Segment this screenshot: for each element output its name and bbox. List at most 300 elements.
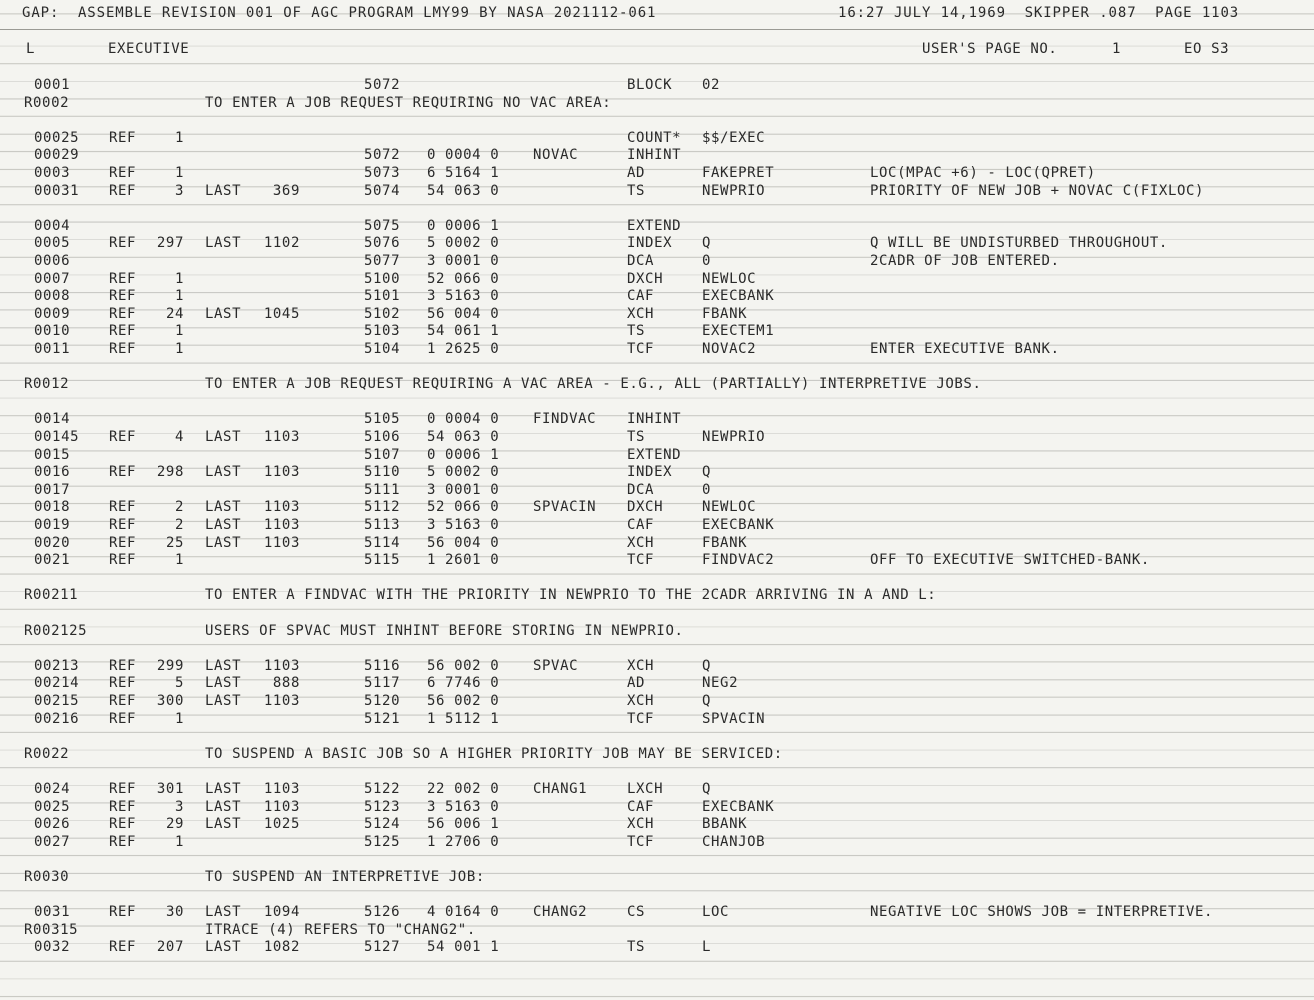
ref-keyword: REF xyxy=(109,129,137,146)
opcode: TS xyxy=(627,939,646,956)
octal-data: 0 0004 0 xyxy=(427,147,500,164)
opcode: DXCH xyxy=(627,270,664,287)
operand: NEWPRIO xyxy=(702,182,766,199)
octal-data: 3 0001 0 xyxy=(427,253,500,269)
ref-number: 3 xyxy=(174,798,184,815)
octal-data: 56 004 0 xyxy=(427,534,500,551)
opcode: AD xyxy=(627,675,646,692)
last-keyword: LAST xyxy=(205,464,242,481)
comment: NEGATIVE LOC SHOWS JOB = INTERPRETIVE. xyxy=(870,904,1214,921)
ref-keyword: REF xyxy=(109,517,137,533)
symbol-label: CHANG2 xyxy=(533,904,588,921)
ref-keyword: REF xyxy=(109,534,137,551)
last-keyword: LAST xyxy=(205,429,242,445)
code-row xyxy=(0,674,1314,692)
symbol-label: SPVACIN xyxy=(533,499,597,516)
line-number: 0014 xyxy=(34,411,71,428)
users-page-number: 1 xyxy=(1112,41,1122,57)
ref-keyword: REF xyxy=(109,710,137,727)
ref-keyword: REF xyxy=(109,499,137,516)
last-keyword: LAST xyxy=(205,182,242,199)
code-row xyxy=(0,234,1314,252)
line-number: 00145 xyxy=(34,429,80,445)
octal-data: 6 7746 0 xyxy=(427,675,500,692)
operand: EXECBANK xyxy=(702,288,775,305)
address: 5114 xyxy=(364,534,401,551)
last-number: 1103 xyxy=(263,657,300,674)
operand: NEWLOC xyxy=(702,499,757,516)
last-keyword: LAST xyxy=(205,781,242,797)
address: 5077 xyxy=(364,253,401,269)
ref-keyword: REF xyxy=(109,904,137,921)
code-row xyxy=(0,463,1314,481)
line-number: R0012 xyxy=(24,376,70,393)
octal-data: 52 066 0 xyxy=(427,270,500,287)
last-number: 1094 xyxy=(263,904,300,921)
octal-data: 1 2601 0 xyxy=(427,552,500,569)
symbol-label: CHANG1 xyxy=(533,781,588,797)
octal-data: 56 002 0 xyxy=(427,657,500,674)
symbol-label: FINDVAC xyxy=(533,411,597,428)
opcode: TCF xyxy=(627,552,655,569)
section-header xyxy=(0,40,1314,58)
address: 5102 xyxy=(364,305,401,322)
ref-keyword: REF xyxy=(109,833,137,850)
code-row xyxy=(0,76,1314,94)
code-row xyxy=(0,287,1314,305)
code-row xyxy=(0,428,1314,446)
last-number: 1103 xyxy=(263,534,300,551)
address: 5116 xyxy=(364,657,401,674)
address: 5124 xyxy=(364,816,401,833)
line-number: 0008 xyxy=(34,288,71,305)
octal-data: 3 5163 0 xyxy=(427,798,500,815)
last-number: 1103 xyxy=(263,517,300,533)
opcode: DCA xyxy=(627,253,655,269)
remark-text: USERS OF SPVAC MUST INHINT BEFORE STORING IN NEWPRIO. xyxy=(205,622,684,639)
remark-row xyxy=(0,94,1314,112)
line-number: 0021 xyxy=(34,552,71,569)
section-marker: L xyxy=(26,41,36,57)
octal-data: 56 006 1 xyxy=(427,816,500,833)
remark-row xyxy=(0,745,1314,763)
ref-number: 301 xyxy=(156,781,184,797)
opcode: INDEX xyxy=(627,235,673,252)
line-number: 0032 xyxy=(34,939,71,956)
ref-number: 5 xyxy=(174,675,184,692)
opcode: CAF xyxy=(627,517,655,533)
code-row xyxy=(0,446,1314,464)
address: 5121 xyxy=(364,710,401,727)
last-number: 1082 xyxy=(263,939,300,956)
ref-number: 1 xyxy=(174,129,184,146)
opcode: CS xyxy=(627,904,646,921)
line-number: 00213 xyxy=(34,657,80,674)
last-keyword: LAST xyxy=(205,499,242,516)
line-number: R0022 xyxy=(24,745,70,762)
octal-data: 56 002 0 xyxy=(427,693,500,709)
remark-row xyxy=(0,622,1314,640)
address: 5110 xyxy=(364,464,401,481)
line-number: 0005 xyxy=(34,235,71,252)
last-number: 1103 xyxy=(263,798,300,815)
octal-data: 0 0006 1 xyxy=(427,217,500,234)
comment: OFF TO EXECUTIVE SWITCHED-BANK. xyxy=(870,552,1150,569)
last-number: 1103 xyxy=(263,781,300,797)
opcode: TS xyxy=(627,323,646,340)
octal-data: 56 004 0 xyxy=(427,305,500,322)
ref-number: 1 xyxy=(174,341,184,357)
ref-keyword: REF xyxy=(109,675,137,692)
code-row xyxy=(0,270,1314,288)
line-number: R002125 xyxy=(24,622,88,639)
code-row xyxy=(0,938,1314,956)
ref-number: 24 xyxy=(165,305,184,322)
address: 5120 xyxy=(364,693,401,709)
address: 5104 xyxy=(364,341,401,357)
opcode: XCH xyxy=(627,693,655,709)
line-number: 0011 xyxy=(34,341,71,357)
octal-data: 52 066 0 xyxy=(427,499,500,516)
opcode: XCH xyxy=(627,305,655,322)
operand: NEWPRIO xyxy=(702,429,766,445)
code-row xyxy=(0,551,1314,569)
ref-keyword: REF xyxy=(109,165,137,181)
line-number: 0025 xyxy=(34,798,71,815)
ref-number: 30 xyxy=(165,904,184,921)
code-row xyxy=(0,217,1314,235)
address: 5117 xyxy=(364,675,401,692)
code-row xyxy=(0,498,1314,516)
operand: LOC xyxy=(702,904,730,921)
line-number: 00025 xyxy=(34,129,80,146)
address: 5075 xyxy=(364,217,401,234)
ref-keyword: REF xyxy=(109,816,137,833)
line-number: 0004 xyxy=(34,217,71,234)
last-keyword: LAST xyxy=(205,904,242,921)
address: 5101 xyxy=(364,288,401,305)
last-number: 1102 xyxy=(263,235,300,252)
remark-text: TO SUSPEND A BASIC JOB SO A HIGHER PRIORITY JOB MAY BE SERVICED: xyxy=(205,745,783,762)
ref-keyword: REF xyxy=(109,341,137,357)
line-number: 00215 xyxy=(34,693,80,709)
opcode: CAF xyxy=(627,288,655,305)
octal-data: 54 061 1 xyxy=(427,323,500,340)
section-code: EO S3 xyxy=(1184,41,1230,57)
opcode: XCH xyxy=(627,816,655,833)
octal-data: 3 5163 0 xyxy=(427,517,500,533)
comment: Q WILL BE UNDISTURBED THROUGHOUT. xyxy=(870,235,1168,252)
remark-row xyxy=(0,868,1314,886)
octal-data: 0 0004 0 xyxy=(427,411,500,428)
line-number: 00029 xyxy=(34,147,80,164)
line-number: 0026 xyxy=(34,816,71,833)
code-row xyxy=(0,481,1314,499)
comment: PRIORITY OF NEW JOB + NOVAC C(FIXLOC) xyxy=(870,182,1205,199)
code-row xyxy=(0,798,1314,816)
opcode: TCF xyxy=(627,833,655,850)
opcode: AD xyxy=(627,165,646,181)
address: 5113 xyxy=(364,517,401,533)
opcode: DCA xyxy=(627,481,655,498)
operand: Q xyxy=(702,781,712,797)
ref-number: 1 xyxy=(174,710,184,727)
remark-text: ITRACE (4) REFERS TO "CHANG2". xyxy=(205,921,476,938)
header-right: 16:27 JULY 14,1969 SKIPPER .087 PAGE 1103 xyxy=(838,5,1240,21)
address: 5112 xyxy=(364,499,401,516)
address: 5123 xyxy=(364,798,401,815)
operand: L xyxy=(702,939,712,956)
operand: Q xyxy=(702,235,712,252)
ref-number: 300 xyxy=(156,693,184,709)
ref-number: 299 xyxy=(156,657,184,674)
code-row xyxy=(0,534,1314,552)
section-title: EXECUTIVE xyxy=(108,41,190,57)
line-number: 0001 xyxy=(34,77,71,93)
ref-number: 3 xyxy=(174,182,184,199)
last-number: 1103 xyxy=(263,499,300,516)
line-number: 0017 xyxy=(34,481,71,498)
line-number: 0031 xyxy=(34,904,71,921)
line-number: 0024 xyxy=(34,781,71,797)
remark-text: TO SUSPEND AN INTERPRETIVE JOB: xyxy=(205,869,485,885)
code-row xyxy=(0,305,1314,323)
last-keyword: LAST xyxy=(205,798,242,815)
address: 5111 xyxy=(364,481,401,498)
ref-keyword: REF xyxy=(109,693,137,709)
line-number: 0020 xyxy=(34,534,71,551)
address: 5105 xyxy=(364,411,401,428)
opcode: XCH xyxy=(627,534,655,551)
last-keyword: LAST xyxy=(205,675,242,692)
opcode: XCH xyxy=(627,657,655,674)
octal-data: 54 063 0 xyxy=(427,182,500,199)
operand: NEG2 xyxy=(702,675,739,692)
ref-number: 298 xyxy=(156,464,184,481)
ref-keyword: REF xyxy=(109,305,137,322)
ref-number: 2 xyxy=(174,517,184,533)
code-row xyxy=(0,780,1314,798)
line-number: 0009 xyxy=(34,305,71,322)
ref-keyword: REF xyxy=(109,323,137,340)
operand: $$/EXEC xyxy=(702,129,766,146)
operand: Q xyxy=(702,693,712,709)
octal-data: 6 5164 1 xyxy=(427,165,500,181)
address: 5126 xyxy=(364,904,401,921)
line-number: 0015 xyxy=(34,446,71,463)
last-keyword: LAST xyxy=(205,517,242,533)
ref-number: 4 xyxy=(174,429,184,445)
users-page-label: USER'S PAGE NO. xyxy=(922,41,1058,57)
code-row xyxy=(0,815,1314,833)
ref-number: 2 xyxy=(174,499,184,516)
last-number: 1103 xyxy=(263,429,300,445)
operand: Q xyxy=(702,657,712,674)
comment: 2CADR OF JOB ENTERED. xyxy=(870,253,1060,269)
ref-keyword: REF xyxy=(109,288,137,305)
ref-number: 207 xyxy=(156,939,184,956)
line-number: R0030 xyxy=(24,869,70,885)
operand: FINDVAC2 xyxy=(702,552,775,569)
ref-number: 1 xyxy=(174,323,184,340)
line-number: 0007 xyxy=(34,270,71,287)
last-keyword: LAST xyxy=(205,305,242,322)
address: 5072 xyxy=(364,147,401,164)
last-keyword: LAST xyxy=(205,939,242,956)
last-number: 1045 xyxy=(263,305,300,322)
address: 5072 xyxy=(364,77,401,93)
operand: FBANK xyxy=(702,534,748,551)
line-number: 00031 xyxy=(34,182,80,199)
octal-data: 3 5163 0 xyxy=(427,288,500,305)
remark-text: TO ENTER A JOB REQUEST REQUIRING NO VAC AREA: xyxy=(205,94,612,111)
opcode: EXTEND xyxy=(627,446,682,463)
operand: FBANK xyxy=(702,305,748,322)
octal-data: 1 2625 0 xyxy=(427,341,500,357)
ref-number: 1 xyxy=(174,833,184,850)
ref-number: 1 xyxy=(174,552,184,569)
code-row xyxy=(0,833,1314,851)
last-number: 1103 xyxy=(263,693,300,709)
code-row xyxy=(0,516,1314,534)
ref-number: 297 xyxy=(156,235,184,252)
code-row xyxy=(0,146,1314,164)
code-row xyxy=(0,340,1314,358)
remark-row xyxy=(0,375,1314,393)
address: 5073 xyxy=(364,165,401,181)
address: 5122 xyxy=(364,781,401,797)
opcode: TS xyxy=(627,429,646,445)
last-number: 888 xyxy=(272,675,300,692)
octal-data: 0 0006 1 xyxy=(427,446,500,463)
octal-data: 5 0002 0 xyxy=(427,464,500,481)
code-row xyxy=(0,410,1314,428)
last-number: 1025 xyxy=(263,816,300,833)
ref-keyword: REF xyxy=(109,182,137,199)
header-left: GAP: ASSEMBLE REVISION 001 OF AGC PROGRAM LMY99 BY NASA 2021112-061 xyxy=(22,5,657,21)
remark-text: TO ENTER A JOB REQUEST REQUIRING A VAC AREA - E.G., ALL (PARTIALLY) INTERPRETIVE JOBS. xyxy=(205,376,982,393)
line-number: 0003 xyxy=(34,165,71,181)
address: 5127 xyxy=(364,939,401,956)
octal-data: 5 0002 0 xyxy=(427,235,500,252)
remark-row xyxy=(0,586,1314,604)
line-number: 00214 xyxy=(34,675,80,692)
operand: FAKEPRET xyxy=(702,165,775,181)
remark-row xyxy=(0,921,1314,939)
ref-keyword: REF xyxy=(109,552,137,569)
code-row xyxy=(0,182,1314,200)
header-rule xyxy=(0,29,1314,30)
opcode: INHINT xyxy=(627,411,682,428)
ref-keyword: REF xyxy=(109,939,137,956)
octal-data: 3 0001 0 xyxy=(427,481,500,498)
line-number: R00315 xyxy=(24,921,79,938)
operand: SPVACIN xyxy=(702,710,766,727)
operand: NOVAC2 xyxy=(702,341,757,357)
opcode: TS xyxy=(627,182,646,199)
line-number: R00211 xyxy=(24,587,79,604)
ref-keyword: REF xyxy=(109,270,137,287)
last-keyword: LAST xyxy=(205,693,242,709)
address: 5076 xyxy=(364,235,401,252)
last-number: 369 xyxy=(272,182,300,199)
last-keyword: LAST xyxy=(205,235,242,252)
line-number: 0027 xyxy=(34,833,71,850)
line-number: 00216 xyxy=(34,710,80,727)
comment: ENTER EXECUTIVE BANK. xyxy=(870,341,1060,357)
operand: EXECBANK xyxy=(702,798,775,815)
opcode: COUNT* xyxy=(627,129,682,146)
line-number: 0016 xyxy=(34,464,71,481)
octal-data: 54 063 0 xyxy=(427,429,500,445)
opcode: TCF xyxy=(627,341,655,357)
symbol-label: NOVAC xyxy=(533,147,579,164)
address: 5100 xyxy=(364,270,401,287)
code-row xyxy=(0,692,1314,710)
address: 5115 xyxy=(364,552,401,569)
address: 5125 xyxy=(364,833,401,850)
code-row xyxy=(0,710,1314,728)
opcode: DXCH xyxy=(627,499,664,516)
opcode: TCF xyxy=(627,710,655,727)
code-row xyxy=(0,322,1314,340)
opcode: INDEX xyxy=(627,464,673,481)
opcode: LXCH xyxy=(627,781,664,797)
ref-keyword: REF xyxy=(109,781,137,797)
comment: LOC(MPAC +6) - LOC(QPRET) xyxy=(870,165,1096,181)
octal-data: 54 001 1 xyxy=(427,939,500,956)
octal-data: 1 2706 0 xyxy=(427,833,500,850)
code-row xyxy=(0,129,1314,147)
address: 5106 xyxy=(364,429,401,445)
code-row xyxy=(0,657,1314,675)
ref-number: 1 xyxy=(174,270,184,287)
symbol-label: SPVAC xyxy=(533,657,579,674)
ref-keyword: REF xyxy=(109,798,137,815)
octal-data: 1 5112 1 xyxy=(427,710,500,727)
ref-number: 29 xyxy=(165,816,184,833)
operand: BBANK xyxy=(702,816,748,833)
code-row xyxy=(0,164,1314,182)
address: 5103 xyxy=(364,323,401,340)
line-number: 0018 xyxy=(34,499,71,516)
opcode: CAF xyxy=(627,798,655,815)
line-number: 0019 xyxy=(34,517,71,533)
line-number: 0010 xyxy=(34,323,71,340)
opcode: BLOCK xyxy=(627,77,673,93)
ref-number: 1 xyxy=(174,288,184,305)
ref-keyword: REF xyxy=(109,429,137,445)
ref-keyword: REF xyxy=(109,235,137,252)
operand: 0 xyxy=(702,481,712,498)
address: 5074 xyxy=(364,182,401,199)
code-row xyxy=(0,903,1314,921)
line-number: 0006 xyxy=(34,253,71,269)
ref-number: 25 xyxy=(165,534,184,551)
opcode: INHINT xyxy=(627,147,682,164)
ref-keyword: REF xyxy=(109,657,137,674)
operand: CHANJOB xyxy=(702,833,766,850)
last-keyword: LAST xyxy=(205,534,242,551)
operand: 02 xyxy=(702,77,721,93)
operand: 0 xyxy=(702,253,712,269)
last-keyword: LAST xyxy=(205,816,242,833)
ref-keyword: REF xyxy=(109,464,137,481)
octal-data: 4 0164 0 xyxy=(427,904,500,921)
last-number: 1103 xyxy=(263,464,300,481)
last-keyword: LAST xyxy=(205,657,242,674)
line-number: R0002 xyxy=(24,94,70,111)
